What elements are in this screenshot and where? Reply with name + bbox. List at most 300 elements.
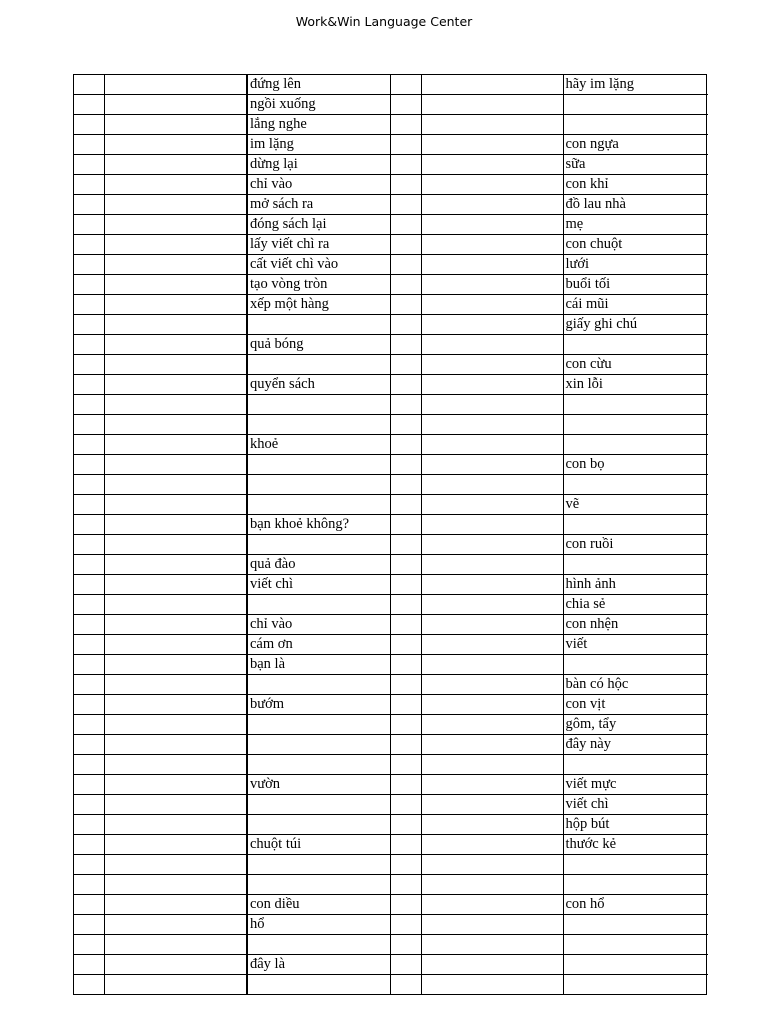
right-term-cell [563, 855, 708, 875]
index-cell [390, 115, 421, 135]
blank-cell [421, 715, 563, 735]
table-row [74, 575, 708, 595]
right-term-cell [563, 755, 708, 775]
left-term-cell: hổ [247, 915, 390, 935]
left-term-cell: bạn khoẻ không? [247, 515, 390, 535]
table-row [74, 475, 708, 495]
right-term-cell: hình ảnh [563, 575, 708, 595]
right-term-cell [563, 95, 708, 115]
index-cell [74, 675, 104, 695]
blank-cell [104, 295, 247, 315]
blank-cell [104, 515, 247, 535]
blank-cell [421, 375, 563, 395]
left-term-cell: chỉ vào [247, 615, 390, 635]
index-cell [390, 835, 421, 855]
left-term-cell: vườn [247, 775, 390, 795]
table-row [74, 815, 708, 835]
index-cell [74, 395, 104, 415]
index-cell [74, 175, 104, 195]
left-term-cell [247, 875, 390, 895]
index-cell [74, 755, 104, 775]
table-row [74, 75, 708, 95]
blank-cell [421, 735, 563, 755]
table-row [74, 795, 708, 815]
index-cell [74, 655, 104, 675]
index-cell [74, 355, 104, 375]
index-cell [390, 915, 421, 935]
index-cell [390, 535, 421, 555]
blank-cell [421, 115, 563, 135]
blank-cell [104, 475, 247, 495]
index-cell [74, 715, 104, 735]
blank-cell [421, 635, 563, 655]
table-row [74, 335, 708, 355]
left-term-cell [247, 475, 390, 495]
table-row [74, 255, 708, 275]
right-term-cell: con hổ [563, 895, 708, 915]
blank-cell [104, 755, 247, 775]
index-cell [390, 255, 421, 275]
left-term-cell: bướm [247, 695, 390, 715]
index-cell [74, 215, 104, 235]
table-row [74, 715, 708, 735]
left-term-cell: tạo vòng tròn [247, 275, 390, 295]
left-term-cell: đứng lên [247, 75, 390, 95]
index-cell [390, 695, 421, 715]
blank-cell [421, 95, 563, 115]
table-row [74, 135, 708, 155]
index-cell [390, 775, 421, 795]
left-term-cell [247, 755, 390, 775]
table-row [74, 235, 708, 255]
blank-cell [104, 955, 247, 975]
index-cell [74, 935, 104, 955]
table-row [74, 735, 708, 755]
blank-cell [421, 315, 563, 335]
index-cell [390, 75, 421, 95]
blank-cell [421, 855, 563, 875]
index-cell [390, 195, 421, 215]
index-cell [390, 135, 421, 155]
index-cell [74, 555, 104, 575]
table-row [74, 955, 708, 975]
left-term-cell: cất viết chì vào [247, 255, 390, 275]
left-term-cell: chuột túi [247, 835, 390, 855]
blank-cell [421, 815, 563, 835]
index-cell [390, 975, 421, 995]
index-cell [74, 435, 104, 455]
index-cell [74, 255, 104, 275]
left-term-cell: quả đào [247, 555, 390, 575]
index-cell [390, 795, 421, 815]
right-term-cell: con bọ [563, 455, 708, 475]
index-cell [390, 815, 421, 835]
right-term-cell: viết mực [563, 775, 708, 795]
blank-cell [421, 975, 563, 995]
blank-cell [104, 375, 247, 395]
blank-cell [104, 355, 247, 375]
index-cell [390, 735, 421, 755]
index-cell [390, 655, 421, 675]
blank-cell [421, 695, 563, 715]
blank-cell [104, 435, 247, 455]
blank-cell [421, 155, 563, 175]
index-cell [74, 635, 104, 655]
right-term-cell [563, 555, 708, 575]
right-term-cell: buổi tối [563, 275, 708, 295]
left-term-cell: quyển sách [247, 375, 390, 395]
table-row [74, 655, 708, 675]
blank-cell [104, 915, 247, 935]
index-cell [74, 455, 104, 475]
left-term-cell: dừng lại [247, 155, 390, 175]
blank-cell [104, 575, 247, 595]
left-term-cell [247, 315, 390, 335]
index-cell [390, 675, 421, 695]
index-cell [74, 875, 104, 895]
left-term-cell: bạn là [247, 655, 390, 675]
right-term-cell [563, 395, 708, 415]
blank-cell [421, 795, 563, 815]
index-cell [390, 435, 421, 455]
right-term-cell: sữa [563, 155, 708, 175]
blank-cell [104, 255, 247, 275]
blank-cell [421, 415, 563, 435]
left-term-cell: viết chì [247, 575, 390, 595]
right-term-cell: hộp bút [563, 815, 708, 835]
index-cell [390, 955, 421, 975]
index-cell [390, 355, 421, 375]
index-cell [74, 815, 104, 835]
right-term-cell [563, 975, 708, 995]
index-cell [390, 275, 421, 295]
left-term-cell [247, 535, 390, 555]
blank-cell [421, 935, 563, 955]
index-cell [390, 495, 421, 515]
index-cell [74, 795, 104, 815]
index-cell [74, 135, 104, 155]
left-term-cell [247, 395, 390, 415]
index-cell [390, 235, 421, 255]
right-term-cell [563, 475, 708, 495]
right-term-cell: đây này [563, 735, 708, 755]
blank-cell [421, 475, 563, 495]
index-cell [74, 415, 104, 435]
right-term-cell: con vịt [563, 695, 708, 715]
blank-cell [104, 675, 247, 695]
table-row [74, 975, 708, 995]
index-cell [390, 335, 421, 355]
index-cell [390, 95, 421, 115]
right-term-cell: lưới [563, 255, 708, 275]
blank-cell [104, 795, 247, 815]
right-term-cell: con khỉ [563, 175, 708, 195]
table-row [74, 375, 708, 395]
right-term-cell: mẹ [563, 215, 708, 235]
blank-cell [104, 235, 247, 255]
index-cell [74, 955, 104, 975]
left-term-cell [247, 675, 390, 695]
blank-cell [421, 455, 563, 475]
table-row [74, 515, 708, 535]
blank-cell [104, 615, 247, 635]
blank-cell [104, 275, 247, 295]
table-row [74, 315, 708, 335]
left-term-cell: quả bóng [247, 335, 390, 355]
index-cell [74, 615, 104, 635]
index-cell [74, 155, 104, 175]
index-cell [74, 915, 104, 935]
page-title: Work&Win Language Center [295, 14, 473, 29]
index-cell [74, 475, 104, 495]
blank-cell [421, 495, 563, 515]
index-cell [74, 95, 104, 115]
index-cell [390, 635, 421, 655]
index-cell [74, 315, 104, 335]
blank-cell [421, 775, 563, 795]
left-term-cell: chỉ vào [247, 175, 390, 195]
blank-cell [104, 455, 247, 475]
right-term-cell [563, 515, 708, 535]
left-term-cell [247, 715, 390, 735]
index-cell [390, 415, 421, 435]
blank-cell [421, 515, 563, 535]
left-term-cell [247, 495, 390, 515]
table-row [74, 635, 708, 655]
blank-cell [104, 875, 247, 895]
index-cell [390, 315, 421, 335]
right-term-cell: con chuột [563, 235, 708, 255]
blank-cell [104, 935, 247, 955]
blank-cell [421, 955, 563, 975]
right-term-cell: con nhện [563, 615, 708, 635]
blank-cell [421, 555, 563, 575]
blank-cell [104, 155, 247, 175]
vocabulary-table [73, 74, 707, 995]
blank-cell [104, 175, 247, 195]
left-term-cell: đây là [247, 955, 390, 975]
index-cell [74, 775, 104, 795]
index-cell [74, 595, 104, 615]
index-cell [74, 275, 104, 295]
table-row [74, 855, 708, 875]
left-term-cell [247, 815, 390, 835]
blank-cell [104, 735, 247, 755]
blank-cell [421, 235, 563, 255]
index-cell [390, 215, 421, 235]
table-row [74, 215, 708, 235]
blank-cell [104, 595, 247, 615]
right-term-cell: vẽ [563, 495, 708, 515]
right-term-cell: giấy ghi chú [563, 315, 708, 335]
blank-cell [421, 615, 563, 635]
table-row [74, 455, 708, 475]
index-cell [74, 375, 104, 395]
blank-cell [104, 335, 247, 355]
blank-cell [421, 215, 563, 235]
table-row [74, 95, 708, 115]
blank-cell [104, 635, 247, 655]
right-term-cell: bàn có hộc [563, 675, 708, 695]
table-row [74, 675, 708, 695]
index-cell [74, 535, 104, 555]
left-term-cell [247, 595, 390, 615]
table-row [74, 775, 708, 795]
right-term-cell [563, 115, 708, 135]
right-term-cell [563, 435, 708, 455]
table-row [74, 555, 708, 575]
right-term-cell: gôm, tẩy [563, 715, 708, 735]
left-term-cell: cám ơn [247, 635, 390, 655]
right-term-cell [563, 955, 708, 975]
table-row [74, 755, 708, 775]
right-term-cell: viết chì [563, 795, 708, 815]
blank-cell [104, 215, 247, 235]
index-cell [74, 735, 104, 755]
blank-cell [104, 495, 247, 515]
blank-cell [104, 855, 247, 875]
index-cell [74, 895, 104, 915]
blank-cell [421, 335, 563, 355]
index-cell [390, 375, 421, 395]
blank-cell [421, 915, 563, 935]
right-term-cell [563, 875, 708, 895]
blank-cell [421, 875, 563, 895]
left-term-cell: ngồi xuống [247, 95, 390, 115]
blank-cell [104, 775, 247, 795]
index-cell [74, 855, 104, 875]
blank-cell [421, 135, 563, 155]
blank-cell [104, 95, 247, 115]
index-cell [74, 575, 104, 595]
index-cell [74, 195, 104, 215]
table-row [74, 355, 708, 375]
index-cell [390, 715, 421, 735]
index-cell [74, 335, 104, 355]
blank-cell [104, 135, 247, 155]
right-term-cell: con cừu [563, 355, 708, 375]
blank-cell [421, 595, 563, 615]
index-cell [74, 295, 104, 315]
blank-cell [104, 555, 247, 575]
blank-cell [104, 315, 247, 335]
blank-cell [421, 195, 563, 215]
table-row [74, 895, 708, 915]
table-row [74, 115, 708, 135]
left-term-cell: lắng nghe [247, 115, 390, 135]
table-row [74, 275, 708, 295]
index-cell [390, 755, 421, 775]
right-term-cell: con ngựa [563, 135, 708, 155]
table-row [74, 155, 708, 175]
table-row [74, 295, 708, 315]
left-term-cell: im lặng [247, 135, 390, 155]
blank-cell [421, 75, 563, 95]
blank-cell [421, 675, 563, 695]
right-term-cell: xin lỗi [563, 375, 708, 395]
index-cell [74, 75, 104, 95]
table-row [74, 195, 708, 215]
blank-cell [421, 535, 563, 555]
index-cell [74, 495, 104, 515]
blank-cell [421, 575, 563, 595]
right-term-cell: viết [563, 635, 708, 655]
table-row [74, 175, 708, 195]
right-term-cell [563, 915, 708, 935]
index-cell [390, 395, 421, 415]
left-term-cell [247, 855, 390, 875]
index-cell [390, 895, 421, 915]
blank-cell [421, 435, 563, 455]
table-row [74, 535, 708, 555]
blank-cell [421, 755, 563, 775]
blank-cell [104, 75, 247, 95]
left-term-cell [247, 455, 390, 475]
index-cell [390, 295, 421, 315]
right-term-cell: hãy im lặng [563, 75, 708, 95]
index-cell [390, 555, 421, 575]
blank-cell [104, 835, 247, 855]
blank-cell [421, 835, 563, 855]
left-term-cell [247, 355, 390, 375]
right-term-cell [563, 655, 708, 675]
table-row [74, 915, 708, 935]
table-row [74, 935, 708, 955]
left-term-cell [247, 935, 390, 955]
right-term-cell: thước kẻ [563, 835, 708, 855]
index-cell [74, 695, 104, 715]
left-term-cell [247, 795, 390, 815]
table-row [74, 395, 708, 415]
right-term-cell: cái mũi [563, 295, 708, 315]
index-cell [390, 475, 421, 495]
index-cell [390, 855, 421, 875]
right-term-cell: con ruồi [563, 535, 708, 555]
left-term-cell: khoẻ [247, 435, 390, 455]
right-term-cell: chia sẻ [563, 595, 708, 615]
index-cell [390, 575, 421, 595]
right-term-cell [563, 335, 708, 355]
left-term-cell: đóng sách lại [247, 215, 390, 235]
right-term-cell [563, 935, 708, 955]
blank-cell [421, 655, 563, 675]
index-cell [74, 115, 104, 135]
blank-cell [104, 655, 247, 675]
index-cell [390, 875, 421, 895]
index-cell [74, 975, 104, 995]
blank-cell [104, 695, 247, 715]
index-cell [74, 515, 104, 535]
table-row [74, 435, 708, 455]
left-term-cell [247, 975, 390, 995]
index-cell [390, 595, 421, 615]
index-cell [390, 615, 421, 635]
table-row [74, 415, 708, 435]
left-term-cell [247, 735, 390, 755]
blank-cell [104, 535, 247, 555]
left-term-cell: con diều [247, 895, 390, 915]
left-term-cell: lấy viết chì ra [247, 235, 390, 255]
blank-cell [421, 295, 563, 315]
blank-cell [421, 255, 563, 275]
blank-cell [421, 895, 563, 915]
blank-cell [421, 275, 563, 295]
left-term-cell: xếp một hàng [247, 295, 390, 315]
table-row [74, 835, 708, 855]
index-cell [390, 155, 421, 175]
table-row [74, 695, 708, 715]
blank-cell [104, 395, 247, 415]
